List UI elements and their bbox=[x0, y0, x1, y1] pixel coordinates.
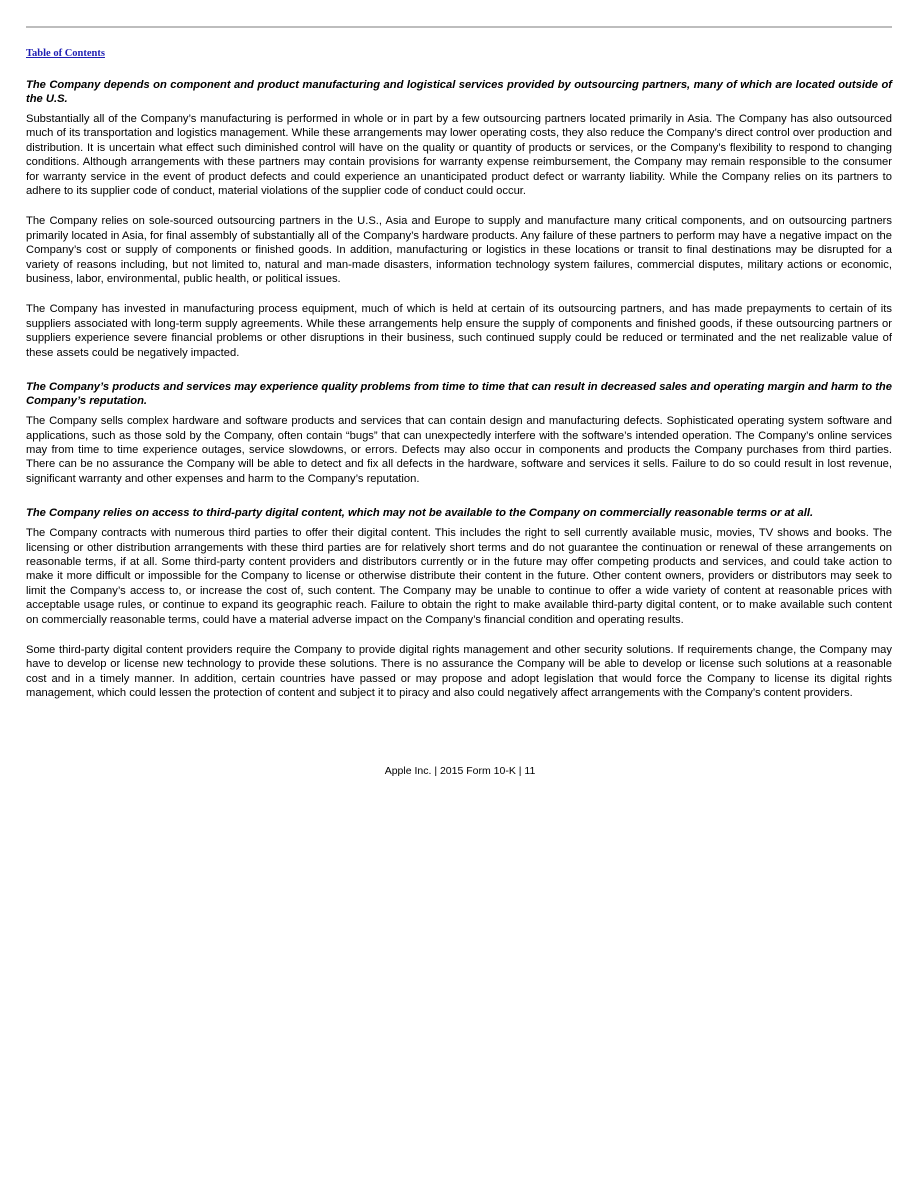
paragraph: The Company sells complex hardware and software products and services that can contain design and manufacturing defects. Sophisticated operating system software and applications, such as those sold by the Company, often contain “bugs” that can unexpectedly interfere with the software’s intended operation. The Company’s online services may from time to time experience outages, service slowdowns, or errors. Defects may also occur in components and products the Company purchases from third parties. There can be no assurance the Company will be able to detect and fix all defects in the hardware, software and services it sells. Failure to do so could result in lost revenue, significant warranty and other expenses and harm to the Company’s reputation. bbox=[26, 415, 892, 485]
section-heading: The Company relies on access to third-party digital content, which may not be available to the Company on commercially reasonable terms or at all. bbox=[26, 507, 814, 520]
paragraph: The Company relies on sole-sourced outsourcing partners in the U.S., Asia and Europe to supply and manufacture many critical components, and on outsourcing partners primarily located in Asia, for final assembly of substantially all of the Company’s hardware products. Any failure of these partners to perform may have a negative impact on the Company’s cost or supply of components or finished goods. In addition, manufacturing or logistics in these locations or transit to final destinations may be disrupted for a variety of reasons including, but not limited to, natural and man-made disasters, information technology system failures, commercial disputes, military actions or economic, business, labor, environmental, public health, or political issues. bbox=[26, 215, 892, 286]
risk-factors-content bbox=[26, 78, 892, 717]
paragraph: Substantially all of the Company’s manufacturing is performed in whole or in part by a few outsourcing partners located primarily in Asia. The Company has also outsourced much of its transportation and logistics management. While these arrangements may lower operating costs, they also reduce the Company’s direct control over production and distribution. It is uncertain what effect such diminished control will have on the quality or quantity of products or services, or the Company’s flexibility to respond to changing conditions. Although arrangements with these partners may contain provisions for warranty expense reimbursement, the Company may remain responsible to the consumer for warranty service in the event of product defects and could experience an unanticipated product defect or warranty liability. While the Company relies on its partners to adhere to its supplier code of conduct, material violations of the supplier code of conduct could occur. bbox=[26, 113, 892, 198]
section-manufacturing-outsourcing bbox=[26, 78, 892, 360]
paragraph: Some third-party digital content providers require the Company to provide digital rights management and other security solutions. If requirements change, the Company may have to develop or license new technology to provide these solutions. There is no assurance the Company will be able to develop or license such solutions at a reasonable cost and in a timely manner. In addition, certain countries have passed or may propose and adopt legislation that would force the Company to license its digital rights management, which could lessen the protection of content and subject it to piracy and also could negatively affect arrangements with the Company’s content providers. bbox=[26, 643, 892, 700]
section-quality-problems bbox=[26, 380, 892, 486]
section-heading: The Company depends on component and product manufacturing and logistical services provided by outsourcing partners, many of which are located outside of the U.S. bbox=[26, 79, 892, 105]
table-of-contents-link[interactable]: Table of Contents bbox=[26, 48, 105, 59]
paragraph: The Company contracts with numerous third parties to offer their digital content. This includes the right to sell currently available music, movies, TV shows and books. The licensing or other distribution arrangements with these third parties are for relatively short terms and do not guarantee the continuation or renewal of these arrangements on reasonable terms, if at all. Some third-party content providers and distributors currently or in the future may offer competing products and services, and could take action to make it more difficult or impossible for the Company to license or otherwise distribute their content in the future. Other content owners, providers or distributors may seek to limit the Company’s access to, or increase the cost of, such content. The Company may be unable to continue to offer a wide variety of content at reasonable prices with acceptable usage rules, or continue to expand its geographic reach. Failure to obtain the right to make available third-party digital content, or to make available such content on commercially reasonable terms, could have a material adverse impact on the Company’s financial condition and operating results. bbox=[26, 527, 892, 626]
section-heading: The Company’s products and services may experience quality problems from time to time that can result in decreased sales and operating margin and harm to the Company’s reputation. bbox=[26, 381, 892, 408]
section-digital-content bbox=[26, 506, 892, 700]
top-divider bbox=[26, 26, 892, 28]
paragraph: The Company has invested in manufacturing process equipment, much of which is held at certain of its outsourcing partners, and has made prepayments to certain of its suppliers associated with long-term supply agreements. While these arrangements help ensure the supply of components and finished goods, if these outsourcing partners or suppliers experience severe financial problems or other disruptions in their business, such continued supply could be reduced or terminated and the net realizable value of these assets could be negatively impacted. bbox=[26, 303, 892, 359]
page-footer: Apple Inc. | 2015 Form 10-K | 11 bbox=[384, 765, 536, 777]
